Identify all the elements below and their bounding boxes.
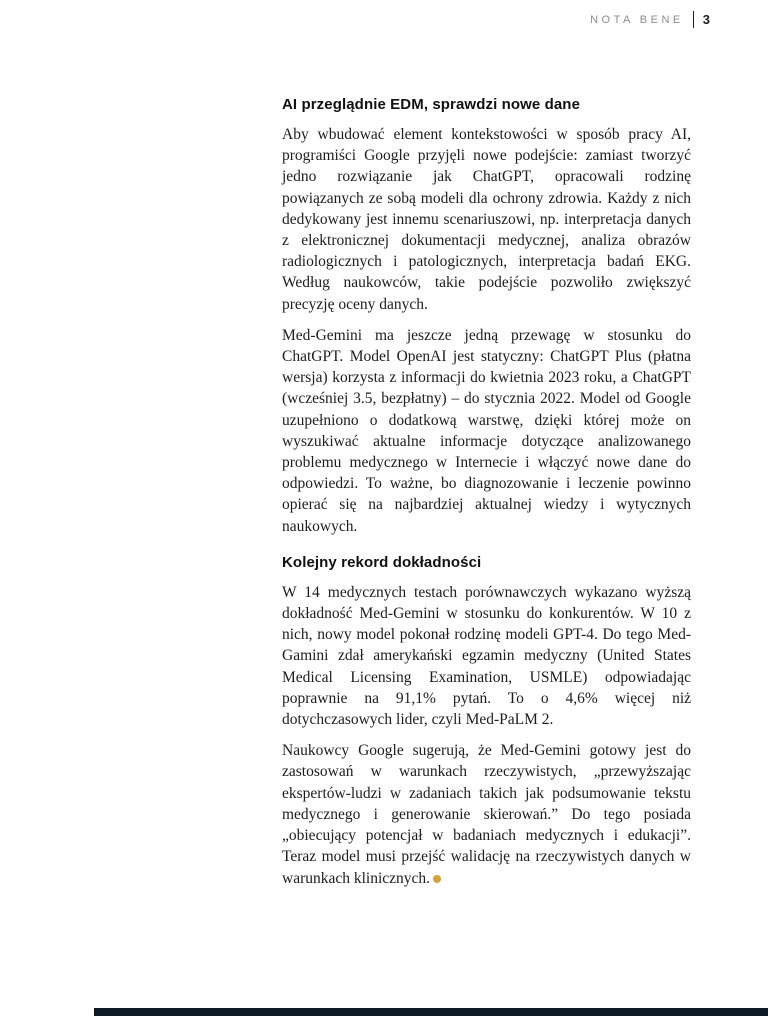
- running-header: [590, 11, 710, 28]
- article-section-2: [282, 554, 691, 889]
- page-number: 3: [702, 12, 710, 27]
- paragraph-text: Naukowcy Google sugerują, że Med-Gemini gotowy jest do zastosowań w warunkach rzeczywistych, „przewyższając ekspertów-ludzi w zadaniach takich jak podsumowanie tekstu medycznego i generowanie skierowań.” Do tego posiada „obiecujący potencjał w badaniach medycznych i edukacji”. Teraz model musi przejść walidację na rzeczywistych danych w warunkach klinicznych.: [282, 742, 691, 887]
- paragraph: [282, 740, 691, 888]
- end-of-article-dot-icon: [433, 875, 441, 883]
- footer-accent-bar: [94, 1008, 768, 1016]
- article-section-1: [282, 96, 691, 537]
- header-divider: [693, 11, 694, 28]
- section-heading-2: Kolejny rekord dokładności: [282, 553, 482, 571]
- paragraph: Aby wbudować element kontekstowości w sposób pracy AI, programiści Google przyjęli nowe podejście: zamiast tworzyć jedno rozwiązanie jak ChatGPT, opracowali rodzinę powiązanych ze sobą modeli dla ochrony zdrowia. Każdy z nich dedykowany jest innemu scenariuszowi, np. interpretacja danych z elektronicznej dokumentacji medycznej, analiza obrazów radiologicznych i patologicznych, interpretacja badań EKG. Według naukowców, takie podejście pozwoliło zwiększyć precyzję oceny danych.: [282, 126, 691, 313]
- paragraph: W 14 medycznych testach porównawczych wykazano wyższą dokładność Med-Gemini w stosunku do konkurentów. W 10 z nich, nowy model pokonał rodzinę modeli GPT-4. Do tego Med-Gamini zdał amerykański egzamin medyczny (United States Medical Licensing Examination, USMLE) odpowiadając poprawnie na 91,1% pytań. To o 4,6% więcej niż dotychczasowych lider, czyli Med-PaLM 2.: [282, 583, 691, 729]
- running-header-label: NOTA BENE: [590, 13, 684, 26]
- article-column: [282, 96, 691, 889]
- paragraph: Med-Gemini ma jeszcze jedną przewagę w stosunku do ChatGPT. Model OpenAI jest statyczny: ChatGPT Plus (płatna wersja) korzysta z informacji do kwietnia 2023 roku, a ChatGPT (wcześniej 3.5, bezpłatny) – do stycznia 2022. Model od Google uzupełniono o dodatkową warstwę, dzięki której może on wyszukiwać aktualne informacje dotyczące analizowanego problemu medycznego w Internecie i włączyć nowe dane do odpowiedzi. To ważne, bo diagnozowanie i leczenie powinno opierać się na najbardziej aktualnej wiedzy i wytycznych naukowych.: [282, 326, 691, 535]
- section-heading-1: AI przeglądnie EDM, sprawdzi nowe dane: [282, 96, 581, 113]
